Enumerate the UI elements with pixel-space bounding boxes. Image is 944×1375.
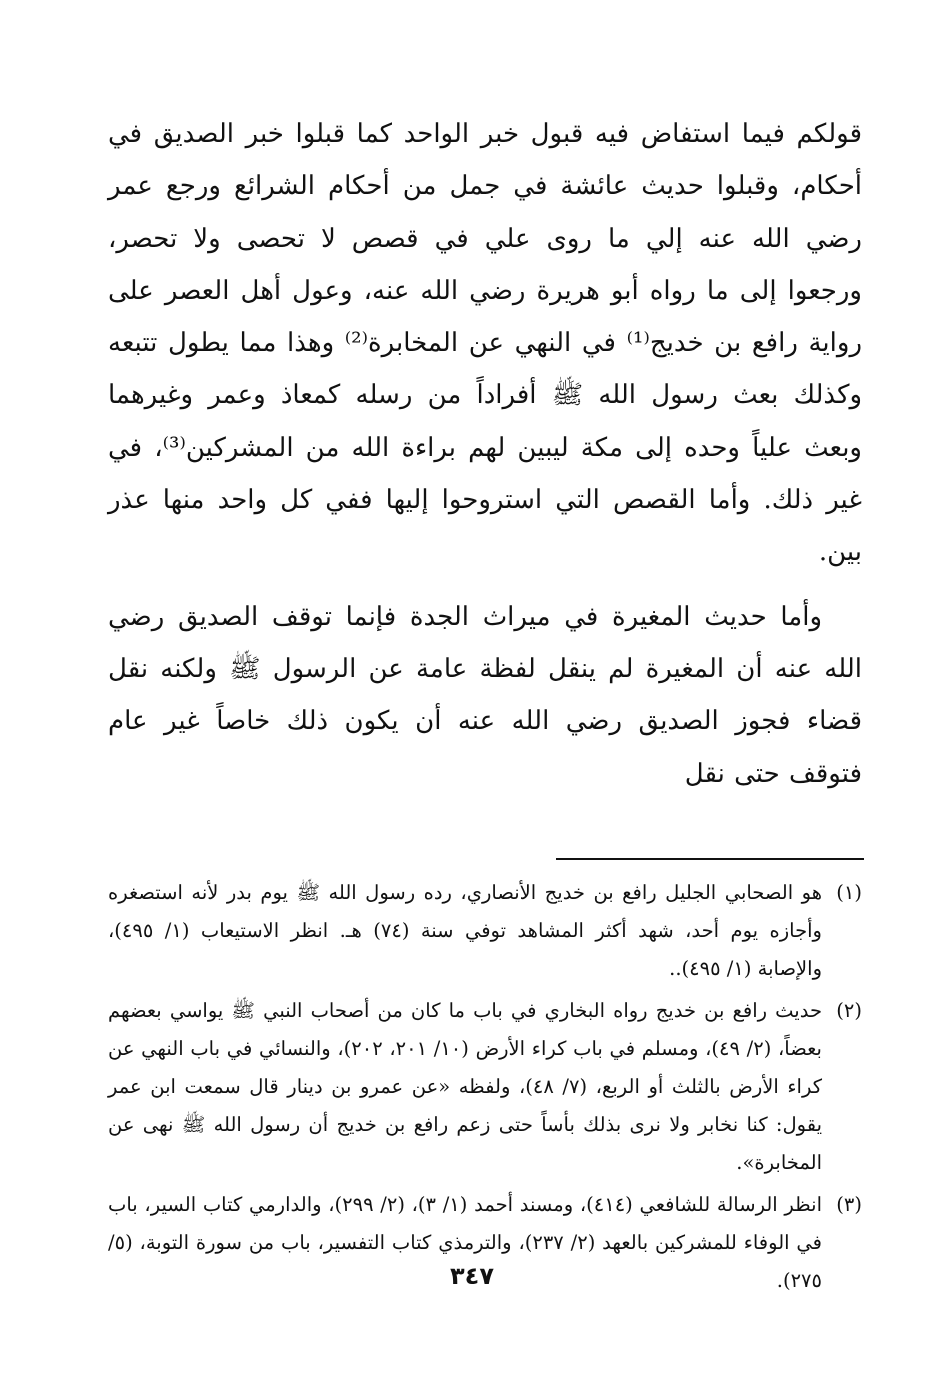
footnote-1-number: (١): [836, 880, 862, 904]
main-paragraph-2: وأما حديث المغيرة في ميراث الجدة فإنما توقف الصديق رضي الله عنه أن المغيرة لم ينقل لفظة عامة عن الرسول ﷺ ولكنه نقل قضاء فجوز الصديق رضي الله عنه أن يكون ذلك خاصاً غير عام فتوقف حتى نقل: [108, 601, 862, 789]
main-text: [108, 108, 862, 800]
footnote-2: [108, 992, 862, 1182]
footnote-3-text: انظر الرسالة للشافعي (٤١٤)، ومسند أحمد (١/ ٣)، (٢/ ٢٩٩)، والدارمي كتاب السير، باب في الوفاء للمشركين بالعهد (٢/ ٢٣٧)، والترمذي كتاب التفسير، باب من سورة التوبة، (٥/ ٢٧٥).: [108, 1192, 823, 1292]
footnote-1-text: هو الصحابي الجليل رافع بن خديج الأنصاري، رده رسول الله ﷺ يوم بدر لأنه استصغره وأجازه يوم أحد، شهد أكثر المشاهد توفي سنة (٧٤) هـ. انظر الاستيعاب (١/ ٤٩٥)، والإصابة (١/ ٤٩٥)..: [108, 880, 822, 980]
footnote-2-number: (٢): [836, 998, 862, 1022]
footnote-1: [108, 874, 862, 988]
footnote-3-number: (٣): [836, 1192, 862, 1216]
footnote-2-text: حديث رافع بن خديج رواه البخاري في باب ما كان من أصحاب النبي ﷺ يواسي بعضهم بعضاً، (٢/ ٤٩)، ومسلم في باب كراء الأرض (١٠/ ٢٠١، ٢٠٢)، والنسائي في باب النهي عن كراء الأرض بالثلث أو الربع، (٧/ ٤٨)، ولفظه «عن عمرو بن دينار قال سمعت ابن عمر يقول: كنا نخابر ولا نرى بذلك بأساً حتى زعم رافع بن خديج أن رسول الله ﷺ نهى عن المخابرة».: [108, 998, 822, 1174]
footnote-divider: [556, 858, 864, 860]
footnotes: [108, 874, 862, 1300]
page-number: ٣٤٧: [450, 1262, 494, 1290]
main-paragraph-1: قولكم فيما استفاض فيه قبول خبر الواحد كما قبلوا خبر الصديق في أحكام، وقبلوا حديث عائشة في جمل من أحكام الشرائع ورجع عمر رضي الله عنه إلي ما روى علي في قصص لا تحصى ولا تحصر، ورجعوا إلى ما رواه أبو هريرة رضي الله عنه، وعول أهل العصر على رواية رافع بن خديج⁽¹⁾ في النهي عن المخابرة⁽²⁾ وهذا مما يطول تتبعه وكذلك بعث رسول الله ﷺ أفراداً من رسله كمعاذ وعمر وغيرهما وبعث علياً وحده إلى مكة ليبين لهم براءة الله من المشركين⁽³⁾، في غير ذلك. وأما القصص التي استروحوا إليها ففي كل واحد منها عذر بين.: [108, 119, 862, 568]
